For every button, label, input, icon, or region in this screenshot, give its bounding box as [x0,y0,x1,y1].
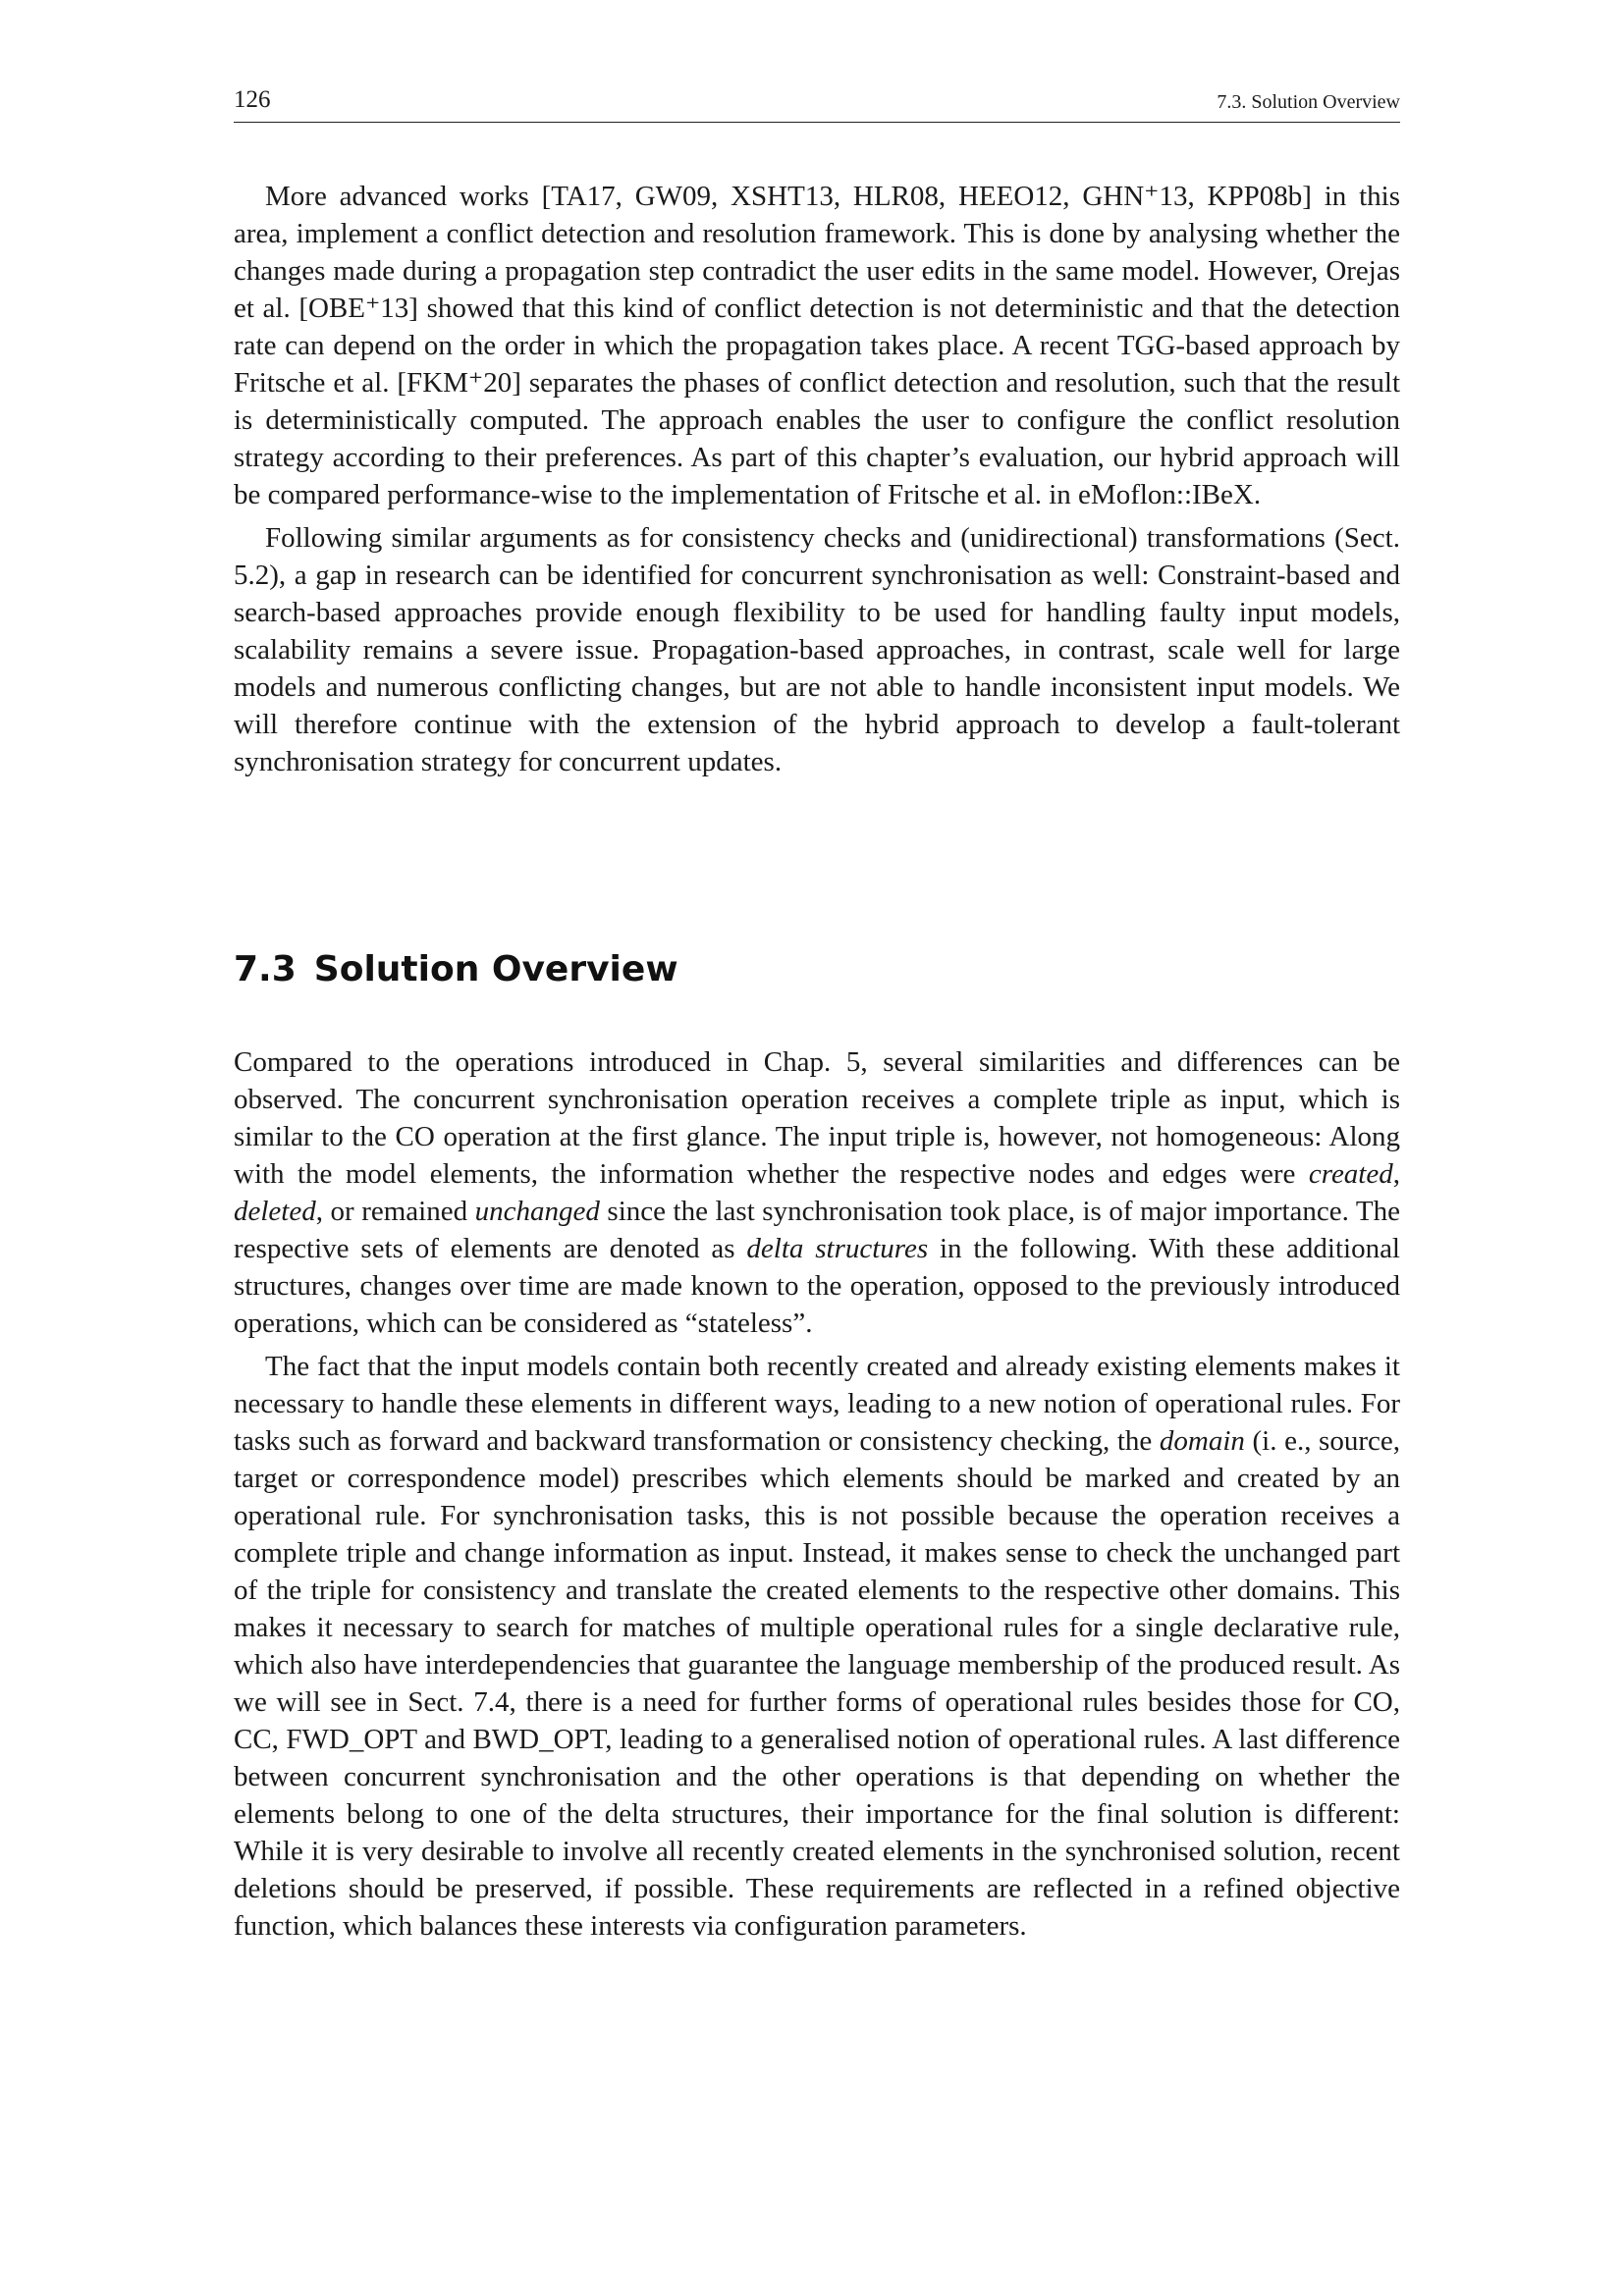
emphasis-domain: domain [1159,1425,1245,1457]
paragraph-text: (i. e., source, target or correspondence model) prescribes which elements should be marked and created by an operational rule. For synchronisation tasks, this is not possible because the operation receives a complete triple and change information as input. Instead, it makes sense to check the unchanged part of the triple for consistency and translate the created elements to the respective other domains. This makes it necessary to search for matches of multiple operational rules for a single declarative rule, which also have interdependencies that guarantee the language membership of the produced result. As we will see in Sect. 7.4, there is a need for further forms of operational rules besides those for CO, CC, FWD_OPT and BWD_OPT, leading to a generalised notion of operational rules. A last difference between concurrent synchronisation and the other operations is that depending on whether the elements belong to one of the delta structures, their importance for the final solution is different: While it is very desirable to involve all recently created elements in the synchronised solution, recent deletions should be preserved, if possible. These requirements are reflected in a refined objective function, which balances these interests via configuration parameters. [234,1425,1400,1942]
paragraph-operational-rules [234,1348,1400,1945]
section-body [234,1043,1400,1950]
section-number: 7.3 [234,949,297,989]
paragraph-text: , or remained [315,1196,475,1227]
paragraph-related-work: More advanced works [TA17, GW09, XSHT13, HLR08, HEEO12, GHN⁺13, KPP08b] in this area, implement a conflict detection and resolution framework. This is done by analysing whether the changes made during a propagation step contradict the user edits in the same model. However, Orejas et al. [OBE⁺13] showed that this kind of conflict detection is not deterministic and that the detection rate can depend on the order in which the propagation takes place. A recent TGG-based approach by Fritsche et al. [FKM⁺20] separates the phases of conflict detection and resolution, such that the result is deterministically computed. The approach enables the user to configure the conflict resolution strategy according to their preferences. As part of this chapter’s evaluation, our hybrid approach will be compared performance-wise to the implementation of Fritsche et al. in eMoflon::IBeX. [234,181,1400,510]
running-title: 7.3. Solution Overview [1217,91,1400,113]
paragraph-comparison [234,1043,1400,1342]
paragraph-text: , [1392,1158,1400,1190]
section-heading [234,948,678,991]
paragraph-research-gap: Following similar arguments as for consistency checks and (unidirectional) transformations (Sect. 5.2), a gap in research can be identified for concurrent synchronisation as well: Constraint-based and search-based approaches provide enough flexibility to be used for handling faulty input models, scalability remains a severe issue. Propagation-based approaches, in contrast, scale well for large models and numerous conflicting changes, but are not able to handle inconsistent input models. We will therefore continue with the extension of the hybrid approach to develop a fault-tolerant synchronisation strategy for concurrent updates. [234,522,1400,777]
emphasis-unchanged: unchanged [474,1196,600,1227]
page-number: 126 [234,86,271,113]
paragraph-text: in the following. With these additional structures, changes over time are made known to the operation, opposed to the previously introduced operations, which can be considered as “stateless”. [234,1233,1400,1339]
text-block-before-section [234,178,1400,786]
section-title: Solution Overview [313,949,678,989]
emphasis-delta-structures: delta structures [746,1233,929,1264]
document-page [234,0,1400,2296]
paragraph-text: Compared to the operations introduced in Chap. 5, several similarities and differences can be observed. The concurrent synchronisation operation receives a complete triple as input, which is similar to the CO operation at the first glance. The input triple is, however, not homogeneous: Along with the model elements, the information whether the respective nodes and edges were [234,1046,1400,1190]
paragraph-text: since the last synchronisation took place, is of major importance. The respective sets of elements are denoted as [234,1196,1401,1264]
emphasis-deleted: deleted [234,1196,316,1227]
paragraph-text: The fact that the input models contain both recently created and already existing elements makes it necessary to handle these elements in different ways, leading to a new notion of operational rules. For tasks such as forward and backward transformation or consistency checking, the [234,1351,1400,1457]
running-header [234,88,1400,123]
emphasis-created: created [1308,1158,1393,1190]
